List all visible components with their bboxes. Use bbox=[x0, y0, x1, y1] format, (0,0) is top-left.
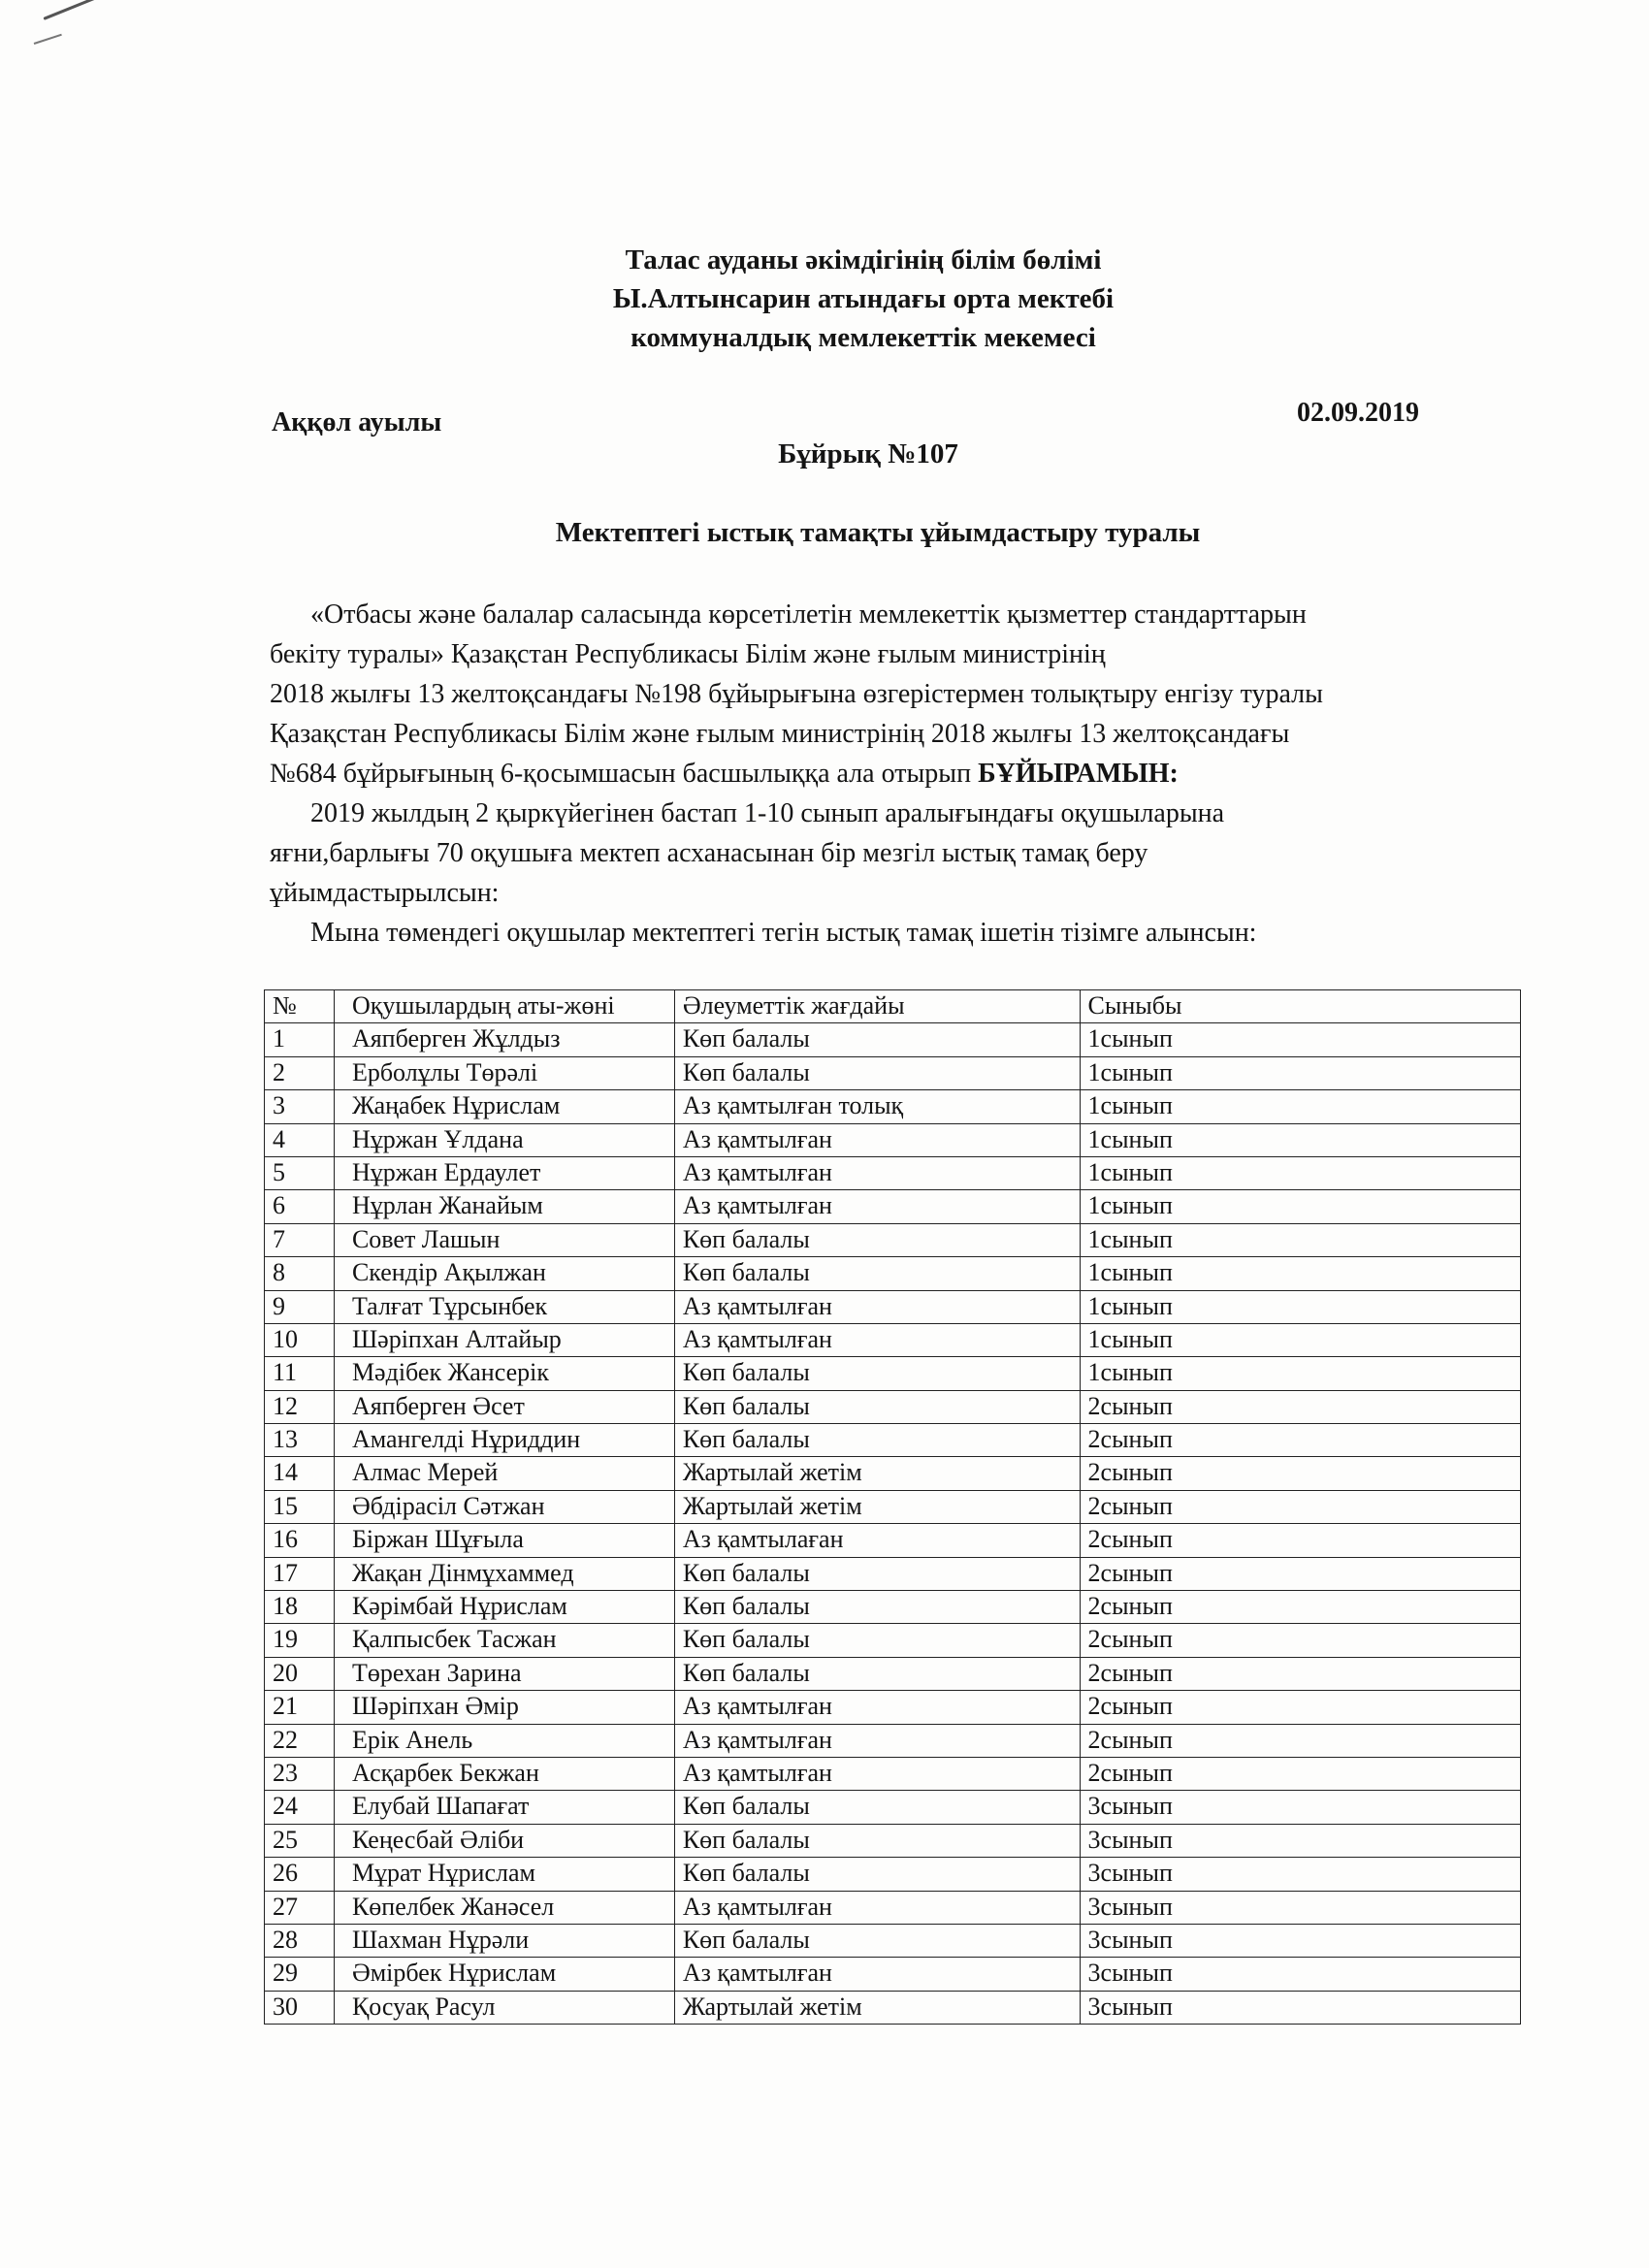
row-number: 24 bbox=[265, 1791, 335, 1824]
social-status: Жартылай жетім bbox=[674, 1457, 1080, 1490]
class-name: 3сынып bbox=[1080, 1991, 1520, 2024]
organization-header bbox=[0, 241, 1649, 357]
decision-line-1: 2019 жылдың 2 қыркүйегінен бастап 1-10 сынып аралығындағы оқушыларына bbox=[310, 798, 1225, 828]
social-status: Көп балалы bbox=[674, 1657, 1080, 1690]
social-status: Көп балалы bbox=[674, 1591, 1080, 1624]
student-name: Мәдібек Жансерік bbox=[334, 1357, 674, 1390]
table-row bbox=[265, 1557, 1521, 1590]
table-row bbox=[265, 1190, 1521, 1223]
table-row bbox=[265, 1524, 1521, 1557]
class-name: 3сынып bbox=[1080, 1858, 1520, 1891]
table-row bbox=[265, 1257, 1521, 1290]
row-number: 20 bbox=[265, 1657, 335, 1690]
village-name: Аққөл ауылы bbox=[272, 407, 442, 437]
social-status: Жартылай жетім bbox=[674, 1991, 1080, 2024]
students-table bbox=[264, 989, 1521, 2025]
table-row bbox=[265, 1591, 1521, 1624]
preamble-line-5 bbox=[270, 754, 1502, 794]
row-number: 17 bbox=[265, 1557, 335, 1590]
social-status: Аз қамтылған bbox=[674, 1891, 1080, 1924]
table-row bbox=[265, 1490, 1521, 1523]
social-status: Көп балалы bbox=[674, 1557, 1080, 1590]
table-row bbox=[265, 1924, 1521, 1957]
row-number: 6 bbox=[265, 1190, 335, 1223]
class-name: 3сынып bbox=[1080, 1891, 1520, 1924]
row-number: 21 bbox=[265, 1691, 335, 1724]
table-row bbox=[265, 1657, 1521, 1690]
list-intro: Мына төмендегі оқушылар мектептегі тегін ыстық тамақ ішетін тізімге алынсын: bbox=[310, 918, 1257, 948]
social-status: Көп балалы bbox=[674, 1924, 1080, 1957]
table-row bbox=[265, 1390, 1521, 1423]
table-row bbox=[265, 1958, 1521, 1991]
class-name: 2сынып bbox=[1080, 1490, 1520, 1523]
staple-mark bbox=[43, 0, 115, 20]
header-social-status: Әлеуметтік жағдайы bbox=[674, 990, 1080, 1023]
table-row bbox=[265, 1891, 1521, 1924]
student-name: Нұржан Ердаулет bbox=[334, 1156, 674, 1189]
table-row bbox=[265, 1223, 1521, 1256]
student-name: Қосуақ Расул bbox=[334, 1991, 674, 2024]
social-status: Көп балалы bbox=[674, 1257, 1080, 1290]
class-name: 2сынып bbox=[1080, 1691, 1520, 1724]
student-name: Аяпберген Жұлдыз bbox=[334, 1023, 674, 1056]
preamble-line-1: «Отбасы және балалар саласында көрсетілетін мемлекеттік қызметтер стандарттарын bbox=[310, 599, 1307, 630]
preamble-line-5-text: №684 бұйрығының 6-қосымшасын басшылыққа ала отырып bbox=[270, 759, 972, 789]
order-number: Бұйрық №107 bbox=[778, 438, 958, 470]
class-name: 2сынып bbox=[1080, 1457, 1520, 1490]
header-number: № bbox=[265, 990, 335, 1023]
row-number: 22 bbox=[265, 1724, 335, 1757]
social-status: Аз қамтылған bbox=[674, 1190, 1080, 1223]
student-name: Әбдірасіл Сәтжан bbox=[334, 1490, 674, 1523]
table-row bbox=[265, 1691, 1521, 1724]
class-name: 2сынып bbox=[1080, 1591, 1520, 1624]
table-row bbox=[265, 1156, 1521, 1189]
class-name: 3сынып bbox=[1080, 1791, 1520, 1824]
row-number: 9 bbox=[265, 1290, 335, 1323]
social-status: Көп балалы bbox=[674, 1858, 1080, 1891]
row-number: 18 bbox=[265, 1591, 335, 1624]
student-name: Шахман Нұрәли bbox=[334, 1924, 674, 1957]
class-name: 3сынып bbox=[1080, 1924, 1520, 1957]
social-status: Көп балалы bbox=[674, 1791, 1080, 1824]
order-word: БҰЙЫРАМЫН: bbox=[978, 759, 1179, 789]
student-name: Асқарбек Бекжан bbox=[334, 1757, 674, 1790]
student-name: Ерік Анель bbox=[334, 1724, 674, 1757]
student-name: Алмас Мерей bbox=[334, 1457, 674, 1490]
social-status: Аз қамтылған bbox=[674, 1757, 1080, 1790]
social-status: Аз қамтылған bbox=[674, 1691, 1080, 1724]
student-name: Қалпысбек Тасжан bbox=[334, 1624, 674, 1657]
student-name: Нұрлан Жанайым bbox=[334, 1190, 674, 1223]
header-class: Сыныбы bbox=[1080, 990, 1520, 1023]
social-status: Көп балалы bbox=[674, 1824, 1080, 1857]
class-name: 1сынып bbox=[1080, 1257, 1520, 1290]
table-row bbox=[265, 1357, 1521, 1390]
table-row bbox=[265, 1123, 1521, 1156]
row-number: 8 bbox=[265, 1257, 335, 1290]
student-name: Төрехан Зарина bbox=[334, 1657, 674, 1690]
student-name: Көпелбек Жанәсел bbox=[334, 1891, 674, 1924]
row-number: 14 bbox=[265, 1457, 335, 1490]
class-name: 1сынып bbox=[1080, 1023, 1520, 1056]
social-status: Аз қамтылған bbox=[674, 1958, 1080, 1991]
preamble-line-4: Қазақстан Республикасы Білім және ғылым министрінің 2018 жылғы 13 желтоқсандағы bbox=[270, 719, 1290, 749]
table-row bbox=[265, 1023, 1521, 1056]
table-row bbox=[265, 1858, 1521, 1891]
class-name: 2сынып bbox=[1080, 1757, 1520, 1790]
class-name: 1сынып bbox=[1080, 1190, 1520, 1223]
row-number: 26 bbox=[265, 1858, 335, 1891]
row-number: 1 bbox=[265, 1023, 335, 1056]
student-name: Нұржан Ұлдана bbox=[334, 1123, 674, 1156]
social-status: Көп балалы bbox=[674, 1056, 1080, 1089]
table-row bbox=[265, 1824, 1521, 1857]
row-number: 13 bbox=[265, 1424, 335, 1457]
class-name: 1сынып bbox=[1080, 1290, 1520, 1323]
student-name: Совет Лашын bbox=[334, 1223, 674, 1256]
social-status: Көп балалы bbox=[674, 1357, 1080, 1390]
social-status: Көп балалы bbox=[674, 1390, 1080, 1423]
class-name: 2сынып bbox=[1080, 1657, 1520, 1690]
header-line-3: коммуналдық мемлекеттік мекемесі bbox=[630, 322, 1096, 353]
class-name: 2сынып bbox=[1080, 1524, 1520, 1557]
table-row bbox=[265, 1056, 1521, 1089]
student-name: Шәріпхан Алтайыр bbox=[334, 1323, 674, 1356]
student-name: Аяпберген Әсет bbox=[334, 1390, 674, 1423]
social-status: Жартылай жетім bbox=[674, 1490, 1080, 1523]
social-status: Аз қамтылаған bbox=[674, 1524, 1080, 1557]
student-name: Жақан Дінмұхаммед bbox=[334, 1557, 674, 1590]
header-line-2: Ы.Алтынсарин атындағы орта мектебі bbox=[612, 283, 1115, 314]
row-number: 5 bbox=[265, 1156, 335, 1189]
row-number: 12 bbox=[265, 1390, 335, 1423]
student-name: Амангелді Нұриддин bbox=[334, 1424, 674, 1457]
class-name: 3сынып bbox=[1080, 1958, 1520, 1991]
social-status: Аз қамтылған bbox=[674, 1290, 1080, 1323]
row-number: 3 bbox=[265, 1090, 335, 1123]
class-name: 1сынып bbox=[1080, 1056, 1520, 1089]
row-number: 30 bbox=[265, 1991, 335, 2024]
document-date: 02.09.2019 bbox=[1297, 398, 1419, 428]
table-row bbox=[265, 1791, 1521, 1824]
student-name: Кеңесбай Әліби bbox=[334, 1824, 674, 1857]
row-number: 28 bbox=[265, 1924, 335, 1957]
staple-mark-secondary bbox=[34, 34, 62, 45]
student-name: Мұрат Нұрислам bbox=[334, 1858, 674, 1891]
student-name: Біржан Шұғыла bbox=[334, 1524, 674, 1557]
order-subject: Мектептегі ыстық тамақты ұйымдастыру туралы bbox=[555, 517, 1201, 548]
row-number: 11 bbox=[265, 1357, 335, 1390]
row-number: 4 bbox=[265, 1123, 335, 1156]
social-status: Аз қамтылған bbox=[674, 1724, 1080, 1757]
social-status: Аз қамтылған bbox=[674, 1323, 1080, 1356]
student-name: Скендір Ақылжан bbox=[334, 1257, 674, 1290]
student-name: Елубай Шапағат bbox=[334, 1791, 674, 1824]
row-number: 29 bbox=[265, 1958, 335, 1991]
class-name: 1сынып bbox=[1080, 1123, 1520, 1156]
table-row bbox=[265, 1290, 1521, 1323]
class-name: 1сынып bbox=[1080, 1323, 1520, 1356]
class-name: 1сынып bbox=[1080, 1223, 1520, 1256]
class-name: 2сынып bbox=[1080, 1624, 1520, 1657]
social-status: Аз қамтылған толық bbox=[674, 1090, 1080, 1123]
social-status: Көп балалы bbox=[674, 1223, 1080, 1256]
table-row bbox=[265, 1757, 1521, 1790]
student-name: Кәрімбай Нұрислам bbox=[334, 1591, 674, 1624]
student-name: Талғат Тұрсынбек bbox=[334, 1290, 674, 1323]
row-number: 2 bbox=[265, 1056, 335, 1089]
header-student-name: Оқушылардың аты-жөні bbox=[334, 990, 674, 1023]
row-number: 15 bbox=[265, 1490, 335, 1523]
row-number: 19 bbox=[265, 1624, 335, 1657]
social-status: Аз қамтылған bbox=[674, 1156, 1080, 1189]
student-name: Жаңабек Нұрислам bbox=[334, 1090, 674, 1123]
social-status: Көп балалы bbox=[674, 1023, 1080, 1056]
class-name: 1сынып bbox=[1080, 1357, 1520, 1390]
students-table-body bbox=[265, 990, 1521, 2025]
preamble-line-3: 2018 жылғы 13 желтоқсандағы №198 бұйырығына өзгерістермен толықтыру енгізу туралы bbox=[270, 679, 1323, 709]
student-name: Шәріпхан Әмір bbox=[334, 1691, 674, 1724]
social-status: Көп балалы bbox=[674, 1624, 1080, 1657]
student-name: Ерболұлы Төрәлі bbox=[334, 1056, 674, 1089]
table-row bbox=[265, 1457, 1521, 1490]
table-row bbox=[265, 1624, 1521, 1657]
table-header-row bbox=[265, 990, 1521, 1023]
row-number: 23 bbox=[265, 1757, 335, 1790]
student-name: Әмірбек Нұрислам bbox=[334, 1958, 674, 1991]
social-status: Аз қамтылған bbox=[674, 1123, 1080, 1156]
row-number: 25 bbox=[265, 1824, 335, 1857]
row-number: 7 bbox=[265, 1223, 335, 1256]
order-body bbox=[270, 595, 1502, 953]
table-row bbox=[265, 1991, 1521, 2024]
class-name: 3сынып bbox=[1080, 1824, 1520, 1857]
social-status: Көп балалы bbox=[674, 1424, 1080, 1457]
row-number: 16 bbox=[265, 1524, 335, 1557]
class-name: 2сынып bbox=[1080, 1424, 1520, 1457]
table-row bbox=[265, 1090, 1521, 1123]
class-name: 1сынып bbox=[1080, 1090, 1520, 1123]
class-name: 2сынып bbox=[1080, 1724, 1520, 1757]
class-name: 2сынып bbox=[1080, 1557, 1520, 1590]
class-name: 2сынып bbox=[1080, 1390, 1520, 1423]
table-row bbox=[265, 1424, 1521, 1457]
row-number: 10 bbox=[265, 1323, 335, 1356]
class-name: 1сынып bbox=[1080, 1156, 1520, 1189]
header-line-1: Талас ауданы әкімдігінің білім бөлімі bbox=[625, 244, 1102, 275]
table-row bbox=[265, 1724, 1521, 1757]
decision-line-2: яғни,барлығы 70 оқушыға мектеп асханасынан бір мезгіл ыстық тамақ беру bbox=[270, 838, 1148, 868]
preamble-line-2: бекіту туралы» Қазақстан Республикасы Білім және ғылым министрінің bbox=[270, 639, 1106, 669]
decision-line-3: ұйымдастырылсын: bbox=[270, 878, 500, 908]
row-number: 27 bbox=[265, 1891, 335, 1924]
table-row bbox=[265, 1323, 1521, 1356]
